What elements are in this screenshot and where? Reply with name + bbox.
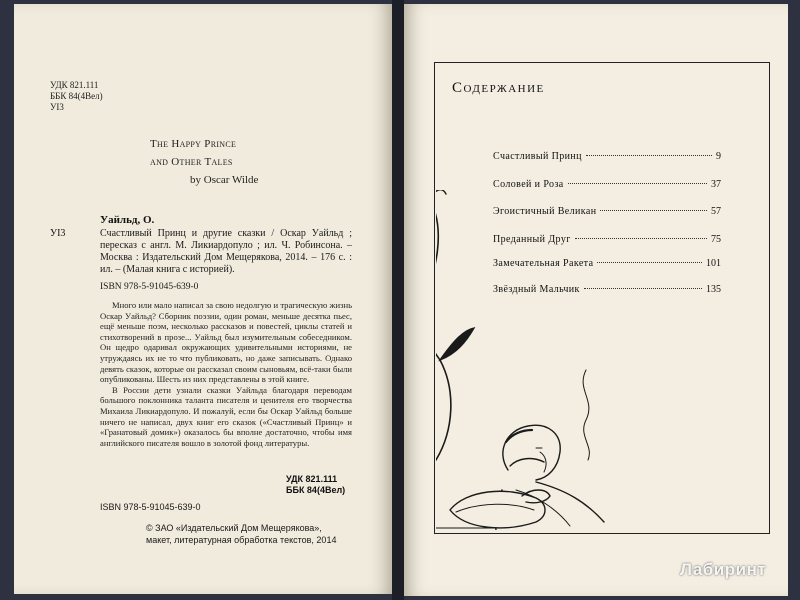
- toc-entry-page: 75: [711, 234, 721, 245]
- byline: by Oscar Wilde: [190, 174, 259, 186]
- original-title-line2: and Other Tales: [150, 156, 233, 168]
- isbn-bottom: ISBN 978-5-91045-639-0: [100, 502, 201, 512]
- labirint-watermark: Лабиринт: [680, 560, 767, 579]
- udk-bottom-line: УДК 821.111: [286, 474, 338, 484]
- toc-entry-page: 9: [716, 151, 721, 162]
- udk-bottom: [286, 474, 345, 496]
- toc-entry-title: Замечательная Ракета: [493, 258, 594, 269]
- author-sign-line: УI3: [50, 102, 64, 112]
- udk-block: [50, 80, 103, 113]
- toc-entry-title: Счастливый Принц: [493, 151, 582, 162]
- bbk-line: ББК 84(4Вел): [50, 91, 103, 101]
- annotation-paragraph: Много или мало написал за свою недолгую и трагическую жизнь Оскар Уайльд? Сборник поэзии, один роман, меньше десятка пьес, ещё меньше поэм, несколько рассказов и повестей, циклы статей и стихотворений в прозе... Уайльд был изумительным собеседником. Он щедро одаривал окружающих удивительными историями, не утруждаясь их не то что публиковать, но даже записывать. Однако девять сказок, которые он рассказал своим сыновьям, всё-таки были опубликованы. Шесть из них представлены в этой книге.: [100, 300, 352, 385]
- book-gutter: [392, 0, 404, 600]
- toc-title: Содержание: [452, 80, 545, 96]
- bibliographic-record: Счастливый Принц и другие сказки / Оскар Уайльд ; пересказ с англ. М. Ликиардопуло ; ил. Ч. Робинсона. – Москва : Издательский Дом Мещерякова, 2014. – 176 с. : ил. – (Малая книга с историей).: [100, 228, 352, 275]
- toc-entry-page: 37: [711, 179, 721, 190]
- toc-entry-title: Соловей и Роза: [493, 179, 564, 190]
- original-title-line1: The Happy Prince: [150, 138, 237, 150]
- toc-entry-page: 135: [706, 284, 721, 295]
- annotation: [100, 300, 352, 448]
- toc-leader: [586, 155, 712, 156]
- isbn-top: ISBN 978-5-91045-639-0: [100, 282, 199, 292]
- toc-entry-title: Преданный Друг: [493, 234, 571, 245]
- toc-entry-page: 57: [711, 206, 721, 217]
- author-heading: Уайльд, О.: [100, 214, 155, 226]
- illustration-boy-and-flower: [436, 190, 766, 530]
- toc-entry-page: 101: [706, 258, 721, 269]
- copyright: [146, 522, 366, 546]
- toc-entry-title: Эгоистичный Великан: [493, 206, 597, 217]
- toc-entry-title: Звёздный Мальчик: [493, 284, 580, 295]
- copyright-line1: © ЗАО «Издательский Дом Мещерякова»,: [146, 523, 322, 533]
- annotation-paragraph: В России дети узнали сказки Уайльда благодаря переводам большого поклонника таланта писателя и ценителя его творчества Михаила Ликиардопуло. И пожалуй, если бы Оскар Уайльд больше ничего не написал, двух книг его сказок («Счастливый Принц» и «Гранатовый домик») оказалось бы вполне достаточно, чтобы имя английского писателя вошло в золотой фонд литературы.: [100, 384, 352, 448]
- bbk-bottom-line: ББК 84(4Вел): [286, 485, 346, 495]
- copyright-line2: макет, литературная обработка текстов, 2014: [146, 535, 337, 545]
- toc-entry: [493, 151, 721, 165]
- original-title: [150, 135, 236, 171]
- author-code: УI3: [50, 228, 66, 239]
- toc-leader: [568, 183, 707, 184]
- udk-line: УДК 821.111: [50, 80, 99, 90]
